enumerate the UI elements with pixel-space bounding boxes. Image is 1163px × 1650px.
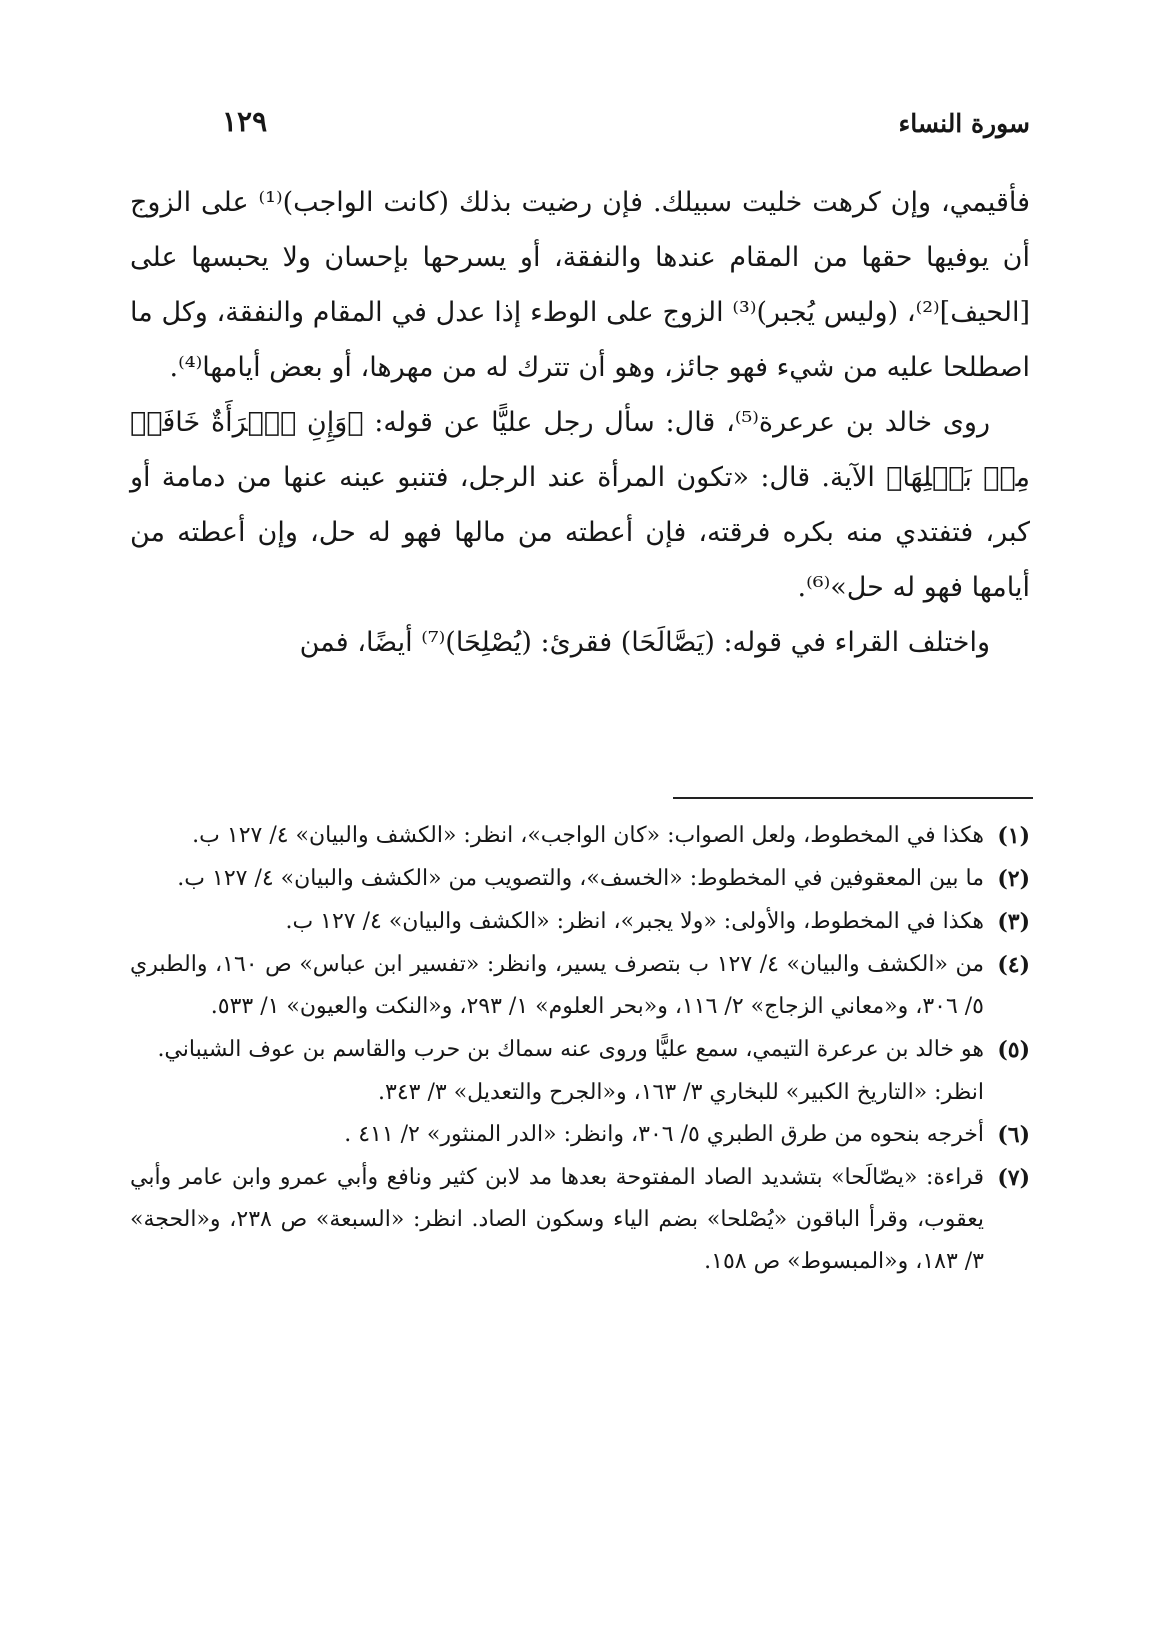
paragraph-2: روى خالد بن عرعرة⁽⁵⁾، قال: سأل رجل عليًّا عن قوله: ﴿وَإِنِ ٱمۡرَأَةٌ خَافَتۡ مِنۢ بَعۡلِهَا﴾ الآية. قال: «تكون المرأة عند الرجل، فتنبو عينه عنها من دمامة أو كبر، فتفتدي منه بكره فرقته، فإن أعطته من مالها فهو له حل، وإن أعطته من أيامها فهو له حل»⁽⁶⁾.: [130, 407, 1030, 603]
paragraph-3: واختلف القراء في قوله: (يَصَّالَحَا) فقرئ: (يُصْلِحَا)⁽⁷⁾ أيضًا، فمن: [299, 627, 990, 658]
footnote-1: [130, 815, 1030, 857]
footnote-7: [130, 1157, 1030, 1283]
footnote-number: (٥): [997, 1037, 1030, 1063]
footnote-separator: [673, 797, 1033, 799]
footnote-text: هو خالد بن عرعرة التيمي، سمع عليًّا وروى عنه سماك بن حرب والقاسم بن عوف الشيباني.: [157, 1037, 984, 1062]
footnote-4: [130, 944, 1030, 1028]
footnotes: [130, 815, 1030, 1284]
footnote-number: (٢): [997, 866, 1030, 892]
footnote-3: [130, 901, 1030, 943]
footnote-text: هكذا في المخطوط، والأولى: «ولا يجبر»، انظر: «الكشف والبيان» ٤/ ١٢٧ ب.: [285, 909, 984, 934]
footnote-number: (١): [997, 823, 1030, 849]
footnote-text: من «الكشف والبيان» ٤/ ١٢٧ ب بتصرف يسير، وانظر: «تفسير ابن عباس» ص ١٦٠، والطبري ٥/ ٣٠٦، و«معاني الزجاج» ٢/ ١١٦، و«بحر العلوم» ١/ ٢٩٣، و«النكت والعيون» ١/ ٥٣٣.: [130, 952, 985, 1019]
footnote-number: (٤): [997, 952, 1030, 978]
footnote-number: (٣): [997, 909, 1030, 935]
footnote-5: [130, 1029, 1030, 1071]
footnote-2: [130, 858, 1030, 900]
footnote-text: قراءة: «يصّالَحا» بتشديد الصاد المفتوحة بعدها مد لابن كثير ونافع وأبي عمرو وابن عامر وأبي يعقوب، وقرأ الباقون «يُصْلحا» بضم الياء وسكون الصاد. انظر: «السبعة» ص ٢٣٨، و«الحجة» ٣/ ١٨٣، و«المبسوط» ص ١٥٨.: [130, 1165, 984, 1274]
footnote-number: (٧): [997, 1165, 1030, 1191]
main-text: [130, 175, 1030, 670]
footnote-text: ما بين المعقوفين في المخطوط: «الخسف»، والتصويب من «الكشف والبيان» ٤/ ١٢٧ ب.: [177, 866, 984, 891]
page-number: ١٢٩: [222, 105, 268, 138]
footnote-5-reference: انظر: «التاريخ الكبير» للبخاري ٣/ ١٦٣، و«الجرح والتعديل» ٣/ ٣٤٣.: [378, 1080, 984, 1105]
footnote-6: [130, 1114, 1030, 1156]
footnote-text: هكذا في المخطوط، ولعل الصواب: «كان الواجب»، انظر: «الكشف والبيان» ٤/ ١٢٧ ب.: [192, 823, 984, 848]
footnote-number: (٦): [997, 1122, 1030, 1148]
surah-title: سورة النساء: [898, 109, 1030, 138]
footnote-text: أخرجه بنحوه من طرق الطبري ٥/ ٣٠٦، وانظر: «الدر المنثور» ٢/ ٤١١ .: [344, 1122, 984, 1147]
page-header: [130, 105, 1030, 145]
paragraph-1: فأقيمي، وإن كرهت خليت سبيلك. فإن رضيت بذلك (كانت الواجب)⁽¹⁾ على الزوج أن يوفيها حقها من المقام عندها والنفقة، أو يسرحها بإحسان ولا يحبسها على [الحيف]⁽²⁾، (وليس يُجبر)⁽³⁾ الزوج على الوطء إذا عدل في المقام والنفقة، وكل ما اصطلحا عليه من شيء فهو جائز، وهو أن تترك له من مهرها، أو بعض أيامها⁽⁴⁾.: [130, 187, 1030, 383]
